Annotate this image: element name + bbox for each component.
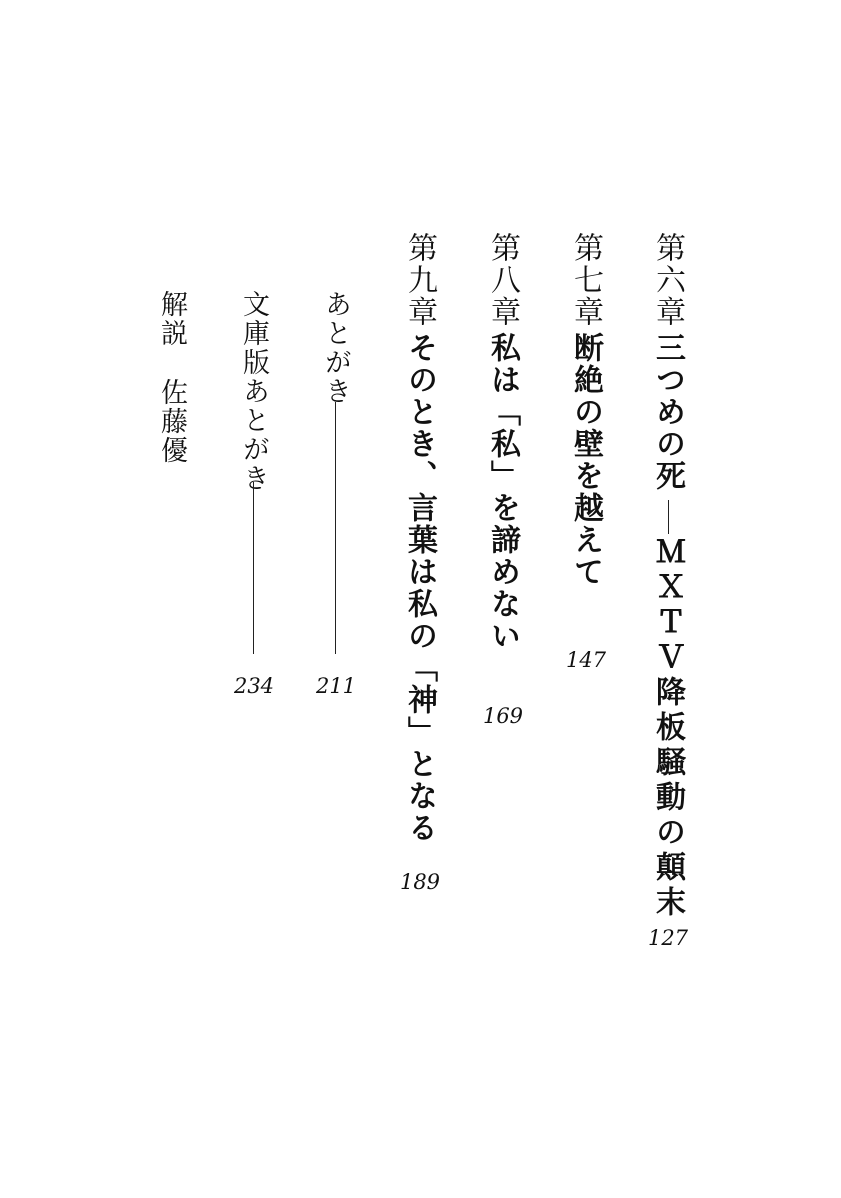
chapter-8-label: 第八章 bbox=[485, 232, 520, 328]
commentary-author: 佐藤優 bbox=[156, 378, 187, 465]
chapter-9-page-number: 189 bbox=[399, 870, 441, 894]
bunko-afterword-title: 文庫版あとがき bbox=[238, 290, 269, 493]
bunko-afterword-page-number: 234 bbox=[233, 674, 275, 698]
afterword-title: あとがき bbox=[320, 290, 351, 406]
chapter-8-page-number: 169 bbox=[482, 704, 524, 728]
chapter-7-title: 断絶の壁を越えて bbox=[568, 332, 603, 588]
chapter-6-subtitle: ＭＸＴＶ降板騒動の顛末 bbox=[650, 536, 685, 921]
chapter-6-dash bbox=[668, 500, 669, 534]
chapter-6-page-number: 127 bbox=[647, 926, 689, 950]
afterword-leader-rule bbox=[335, 402, 336, 654]
bunko-afterword-leader-rule bbox=[253, 482, 254, 654]
commentary-label: 解説 bbox=[156, 290, 187, 348]
chapter-6-label: 第六章 bbox=[650, 232, 685, 328]
afterword-page-number: 211 bbox=[315, 674, 357, 698]
chapter-6-title: 三つめの死 bbox=[650, 332, 685, 492]
chapter-9-title: そのとき、言葉は私の「神」となる bbox=[402, 332, 437, 844]
chapter-8-title: 私は「私」を諦めない bbox=[485, 332, 520, 652]
chapter-7-page-number: 147 bbox=[565, 648, 607, 672]
chapter-9-label: 第九章 bbox=[402, 232, 437, 328]
chapter-7-label: 第七章 bbox=[568, 232, 603, 328]
